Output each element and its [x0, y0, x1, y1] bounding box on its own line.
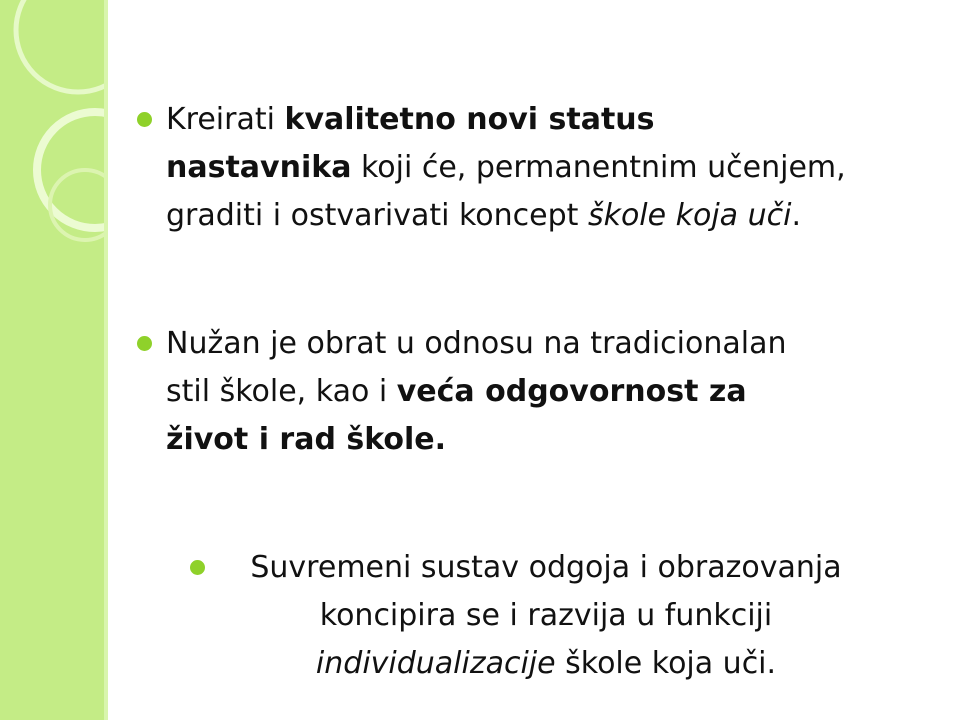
text-line: Suvremeni sustav odgoja i obrazovanja [250, 550, 842, 585]
decorative-rings [0, 0, 108, 720]
text-line: nastavnika koji će, permanentnim učenjem, [166, 150, 846, 185]
bullet-item [166, 96, 926, 240]
text-line: graditi i ostvarivati koncept škole koja uči. [166, 198, 801, 233]
text-line: koncipira se i razvija u funkciji [319, 598, 773, 633]
text-line: život i rad škole. [166, 422, 447, 457]
bullet-item [166, 544, 926, 688]
bullet-dot [137, 112, 152, 127]
side-band-edge [104, 0, 108, 720]
text-line: Nužan je obrat u odnosu na tradicionalan [166, 326, 787, 361]
bullet-item [166, 320, 926, 464]
decorative-side-band [0, 0, 108, 720]
text-line: individualizacije škole koja uči. [315, 646, 777, 681]
text-line: Kreirati kvalitetno novi status [166, 102, 655, 137]
text-line: stil škole, kao i veća odgovornost za [166, 374, 747, 409]
bullet-dot [137, 336, 152, 351]
